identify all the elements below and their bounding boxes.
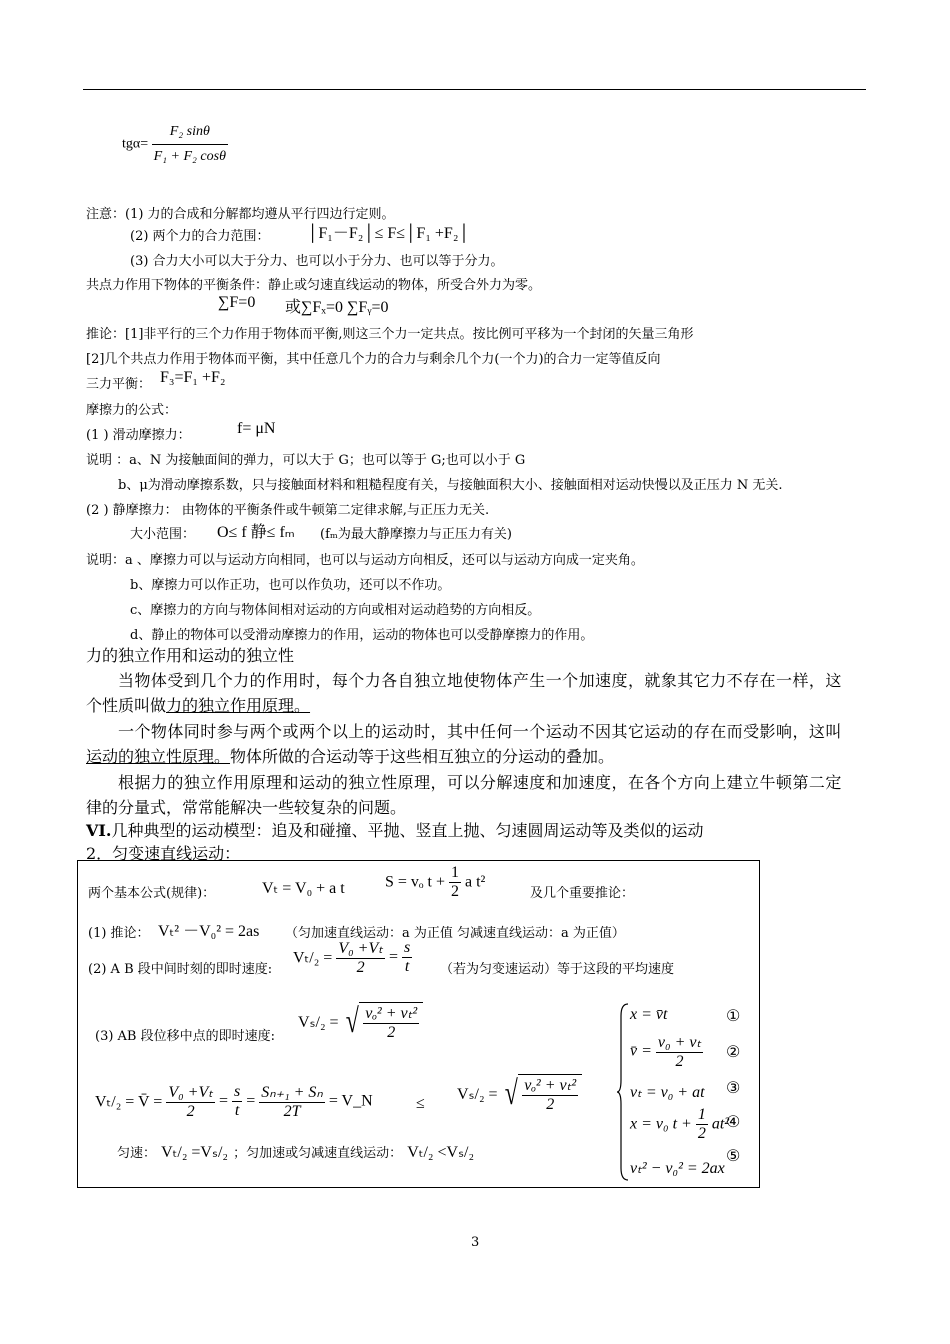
page-number: 3 [471,1235,480,1250]
eq4-den: 2 [697,1125,706,1142]
explain-b: b、μ为滑动摩擦系数，只与接触面材料和粗糙程度有关，与接触面积大小、接触面相对运动快慢以及正压力 N 无关. [118,478,783,493]
uniform-formula: Vₜ/₂ =Vₛ/₂ [161,1144,228,1161]
eq-4-number: ④ [726,1112,741,1131]
uniform-line [117,1142,474,1162]
friction-note-b: b、摩擦力可以作正功，也可以作负功，还可以不作功。 [130,578,451,593]
inference-3-label: (3) AB 段位移中点的即时速度: [95,1029,276,1044]
para2-line2 [86,744,614,767]
inference-2-formula [293,938,412,977]
sliding-friction-label: (1 ) 滑动摩擦力： [86,428,191,443]
eq-4 [630,1106,729,1143]
chain-f3-den: 2T [283,1103,301,1120]
eq-5: vₜ² − v₀² = 2ax [630,1160,725,1177]
para3-line1: 根据力的独立作用原理和运动的独立性原理，可以分解速度和加速度，在各个方向上建立牛顿第二定 [118,773,842,792]
explain-a: 说明 ：a、N 为接触面间的弹力，可以大于 G；也可以等于 G;也可以小于 G [86,453,526,468]
eq-5-number: ⑤ [726,1146,741,1165]
eq2-den: 2 [675,1053,684,1070]
independence-title: 力的独立作用和运动的独立性 [86,646,295,665]
para3-line2: 律的分量式，常常能解决一些较复杂的问题。 [86,798,407,817]
chain-eq-2: = [246,1092,256,1110]
para2-line1: 一个物体同时参与两个或两个以上的运动时，其中任何一个运动不因其它运动的存在而受影响，这叫 [118,722,842,741]
chain-f3-num: Sₙ₊₁ + Sₙ [261,1084,323,1101]
chain-f2-den: t [234,1102,240,1119]
uniform-sep: ；匀加速或匀减速直线运动： [233,1146,403,1161]
inference-3-formula [298,1002,423,1042]
inference-1: 推论：[1]非平行的三个力作用于物体而平衡,则这三个力一定共点。按比例可平移为一个封闭的矢量三角形 [86,327,694,342]
header-rule [83,89,866,90]
section-vi-prefix: VI. [86,821,112,840]
para2-line2-b: 物体所做的合运动等于这些相互独立的分运动的叠加。 [230,747,615,766]
inf2-lhs: Vₜ/₂ = [293,949,333,967]
inf2-eq: = [388,948,398,966]
range-note: (fₘ为最大静摩擦力与正压力有关) [320,527,512,542]
chain-fraction-1 [166,1082,215,1121]
eq-2 [630,1032,703,1071]
eq4-b: at² [711,1115,730,1133]
friction-note-d: d、静止的物体可以受滑动摩擦力的作用，运动的物体也可以受静摩擦力的作用。 [130,628,594,643]
inf3-lhs: Vₛ/₂ = [298,1014,339,1031]
friction-title: 摩擦力的公式： [86,403,178,418]
eq2-lhs: v̄ = [630,1042,652,1060]
eq4-fraction [696,1106,708,1143]
static-friction-label: (2 ) 静摩擦力： 由物体的平衡条件或牛顿第二定律求解,与正压力无关. [86,503,490,518]
sliding-friction-formula: f= μN [237,420,276,437]
friction-note-c: c、摩擦力的方向与物体间相对运动的方向或相对运动趋势的方向相反。 [130,603,541,618]
inf2-fraction-1 [336,938,385,977]
chain-f2-num: s [233,1083,241,1100]
eq4-num: 1 [697,1106,706,1123]
basic-formulas-label: 两个基本公式(规律)： [88,886,216,901]
chain-fraction-3 [259,1082,325,1121]
para1-line2-a: 个性质叫做 [86,696,167,715]
inf3-fraction [363,1003,419,1042]
inf2-num: V₀ +Vₜ [338,940,383,957]
inference-1-note: （匀加速直线运动：a 为正值 匀减速直线运动：a 为正值） [285,926,625,941]
independent-motion-principle: 运动的独立性原理。 [86,747,231,766]
para1-line2 [86,693,310,716]
eq-1-number: ① [726,1006,741,1025]
chain-vn: = V_N [328,1092,373,1110]
s-formula-b: a t² [465,873,486,891]
friction-note-a: 说明：a 、摩擦力可以与运动方向相同，也可以与运动方向相反，还可以与运动方向成一定夹角。 [86,553,644,568]
tg-numerator: F₂ sinθ [152,124,228,145]
chain-f1-num: V₀ +Vₜ [168,1084,213,1101]
tg-denominator: F₁ + F₂ cosθ [153,149,226,164]
chain-vs-formula [457,1074,582,1114]
chain-formula [95,1082,373,1121]
sum-fxy-formula: 或∑Fₓ=0 ∑Fᵧ=0 [285,299,389,316]
eq4-a: x = v₀ t + [630,1115,692,1133]
section-2-title: 2．匀变速直线运动： [86,844,241,863]
chain-radicand [518,1074,582,1114]
chain-vs-lhs: Vₛ/₂ = [457,1086,498,1103]
note-2-formula: │F₁－F₂│≤ F≤│F₁ +F₂│ [307,225,470,242]
inference-2-label: (2) A B 段中间时刻的即时速度: [88,962,273,977]
note-3: (3) 合力大小可以大于分力、也可以小于分力、也可以等于分力。 [130,254,504,269]
equilibrium-text: 共点力作用下物体的平衡条件：静止或匀速直线运动的物体，所受合外力为零。 [86,278,542,293]
independent-force-principle: 力的独立作用原理。 [166,696,311,715]
note-1: 注意：(1) 力的合成和分解都均遵从平行四边行定则。 [86,207,395,222]
inf2-den2: t [404,958,410,975]
eq-1: x = v̄t [630,1006,668,1023]
inf2-den: 2 [356,959,365,976]
s-formula-a: S = vₒ t + [385,873,445,891]
chain-fraction-2 [232,1083,242,1120]
eq-2-number: ② [726,1042,741,1061]
range-formula: O≤ f 静≤ fₘ [217,524,295,541]
section-vi-text: 几种典型的运动模型：追及和碰撞、平抛、竖直上抛、匀速圆周运动等及类似的运动 [111,821,704,840]
inf3-rad-den: 2 [387,1024,396,1041]
left-brace-icon [616,1002,630,1182]
section-vi [86,818,703,841]
s-half-den: 2 [451,883,459,900]
inference-2-note: （若为匀变速运动）等于这段的平均速度 [440,962,675,977]
eq2-num: v₀ + vₜ [657,1034,702,1051]
vt-formula: Vₜ = V₀ + a t [262,880,345,897]
tg-lhs: tgα= [122,136,149,152]
chain-rad-den: 2 [546,1096,555,1113]
chain-le: ≤ [416,1095,425,1112]
uniform-formula-2: Vₜ/₂ <Vₛ/₂ [407,1144,475,1161]
sum-f-formula: ∑F=0 [218,294,256,311]
range-label: 大小范围： [130,527,196,542]
eq2-fraction [656,1032,703,1071]
inf2-num2: s [403,939,411,956]
inference-1-label: (1) 推论： [88,926,150,941]
chain-f1-den: 2 [186,1103,195,1120]
three-force-formula: F₃=F₁ +F₂ [160,369,226,386]
note-2-label: (2) 两个力的合力范围： [130,229,270,244]
tg-formula [122,124,228,165]
inf3-rad-num: vₒ² + vₜ² [365,1005,418,1022]
eq-3: vₜ = v₀ + at [630,1084,705,1101]
sqrt-icon-2: √ [504,1075,518,1112]
s-half-num: 1 [451,864,459,881]
chain-lhs: Vₜ/₂ = V̄ = [95,1093,163,1111]
uniform-label: 匀速： [117,1146,157,1161]
s-formula [385,864,485,901]
sqrt-icon: √ [345,1003,359,1040]
chain-eq-1: = [218,1092,228,1110]
inference-2: [2]几个共点力作用于物体而平衡，其中任意几个力的合力与剩余几个力(一个力)的合力一定等值反向 [86,352,661,367]
s-half-fraction [449,864,461,901]
inference-1-formula: Vₜ² －V₀² = 2as [158,923,260,940]
tg-fraction [152,124,228,165]
three-force-label: 三力平衡： [86,377,152,392]
chain-rad-fraction [522,1075,578,1114]
and-inferences-label: 及几个重要推论： [530,886,635,901]
inf3-radicand [359,1002,423,1042]
eq-3-number: ③ [726,1078,741,1097]
para1-line1: 当物体受到几个力的作用时，每个力各自独立地使物体产生一个加速度，就象其它力不存在一样，这 [118,671,842,690]
chain-rad-num: vₒ² + vₜ² [524,1077,577,1094]
inf2-fraction-2 [402,939,412,976]
